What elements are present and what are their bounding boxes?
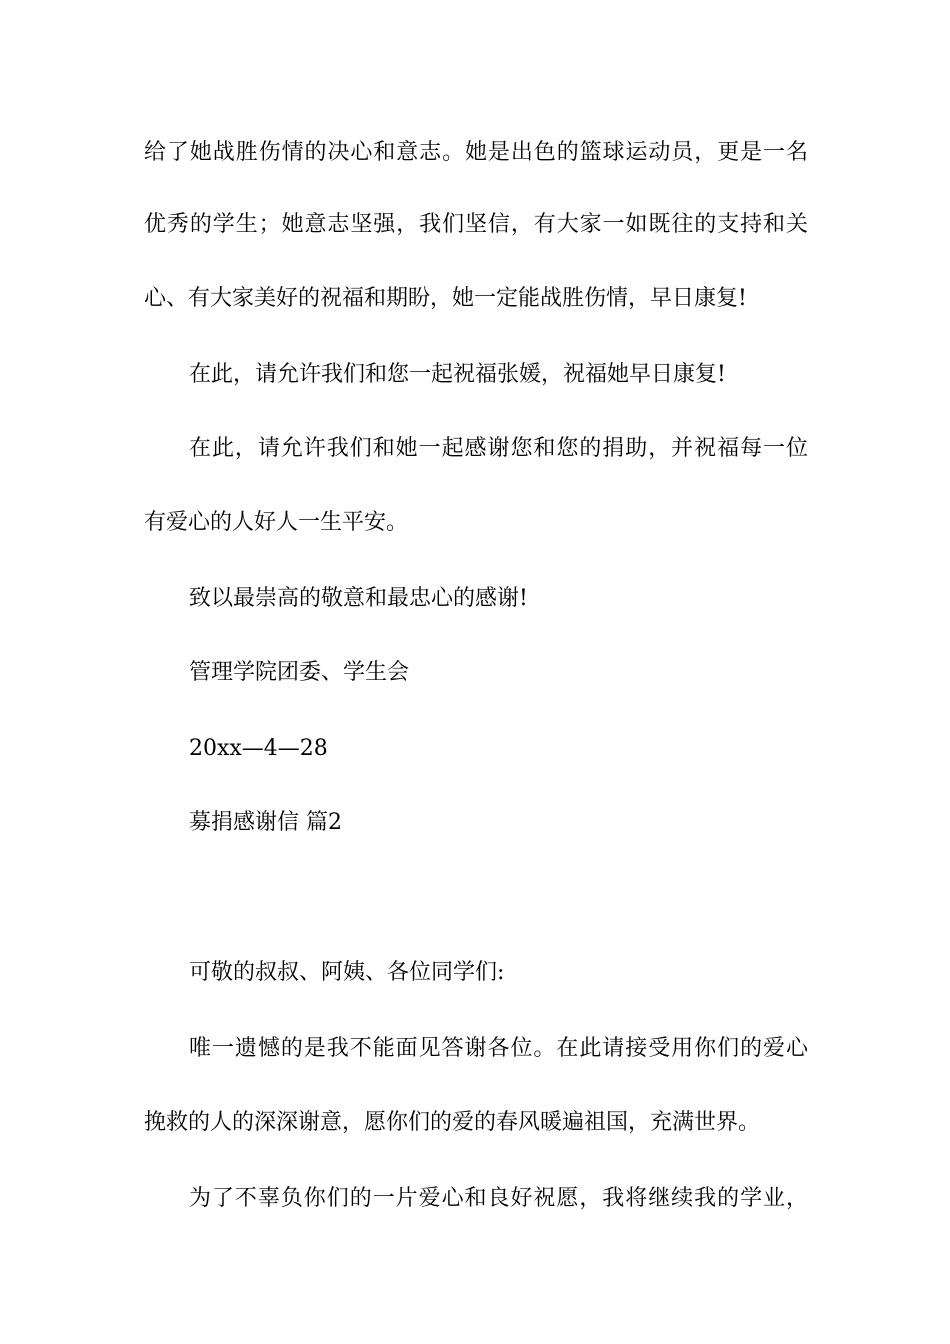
- closing-salutation: 致以最崇高的敬意和最忠心的感谢!: [189, 586, 528, 611]
- text-line: 唯一遗憾的是我不能面见答谢各位。在此请接受用你们的爱心: [189, 1036, 808, 1061]
- section-heading: 募捐感谢信 篇2: [189, 810, 342, 835]
- signature-organization: 管理学院团委、学生会: [189, 660, 410, 685]
- letter-greeting: 可敬的叔叔、阿姨、各位同学们:: [189, 960, 505, 985]
- text-line: 在此，请允许我们和您一起祝福张媛，祝福她早日康复!: [189, 362, 726, 387]
- signature-date: 20xx—4—28: [189, 736, 328, 761]
- text-line: 有爱心的人好人一生平安。: [144, 510, 409, 535]
- text-line: 心、有大家美好的祝福和期盼，她一定能战胜伤情，早日康复!: [144, 286, 747, 311]
- text-line: 在此，请允许我们和她一起感谢您和您的捐助，并祝福每一位: [189, 436, 808, 461]
- text-line: 为了不辜负你们的一片爱心和良好祝愿，我将继续我的学业，: [189, 1186, 808, 1211]
- text-line: 挽救的人的深深谢意，愿你们的爱的春风暖遍祖国，充满世界。: [144, 1110, 761, 1135]
- text-line: 给了她战胜伤情的决心和意志。她是出色的篮球运动员，更是一名: [144, 140, 808, 165]
- text-line: 优秀的学生；她意志坚强，我们坚信，有大家一如既往的支持和关: [144, 212, 808, 237]
